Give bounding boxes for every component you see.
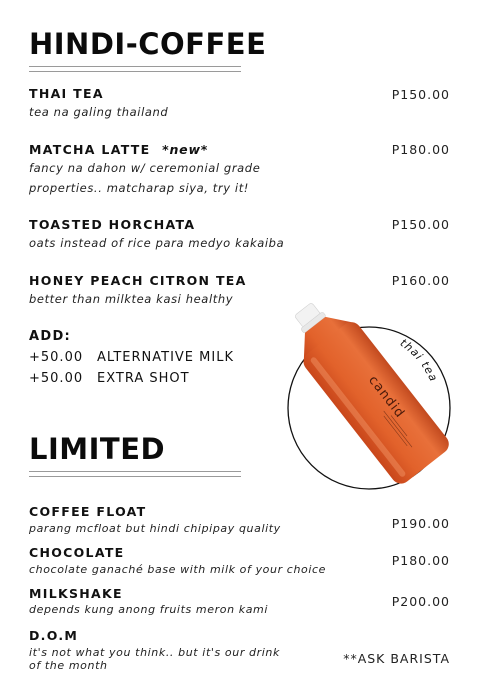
- circle-label: thai tea: [397, 336, 441, 385]
- title-divider-top: [29, 66, 241, 67]
- limited-section-title: LIMITED: [29, 432, 166, 466]
- limited-divider-top: [29, 471, 241, 472]
- item-name: D.O.M: [29, 628, 79, 643]
- add-ons: [29, 329, 234, 386]
- title-divider-bottom: [29, 71, 241, 72]
- menu-item-matcha-latte: [29, 142, 260, 198]
- item-description-line-2: properties.. matcharap siya, try it!: [29, 181, 250, 195]
- bottle-brand: candid: [365, 373, 408, 422]
- add-on-price: +50.00: [29, 371, 84, 386]
- item-price: P150.00: [391, 217, 450, 232]
- limited-divider-bottom: [29, 476, 241, 477]
- item-description-line-1: fancy na dahon w/ ceremonial grade: [29, 161, 261, 175]
- new-badge: *new*: [162, 142, 209, 157]
- item-description: better than milktea kasi healthy: [29, 292, 234, 306]
- item-name: HONEY PEACH CITRON TEA: [29, 273, 247, 288]
- item-description: tea na galing thailand: [29, 105, 169, 119]
- add-on-price: +50.00: [29, 350, 84, 365]
- item-description: parang mcfloat but hindi chipipay quality: [29, 522, 281, 535]
- limited-item-milkshake: [29, 586, 268, 616]
- item-name: MATCHA LATTE: [29, 142, 151, 157]
- add-on-item: EXTRA SHOT: [97, 371, 190, 386]
- item-name: THAI TEA: [29, 86, 104, 101]
- item-description: chocolate ganaché base with milk of your choice: [29, 563, 327, 576]
- add-on-item: ALTERNATIVE MILK: [97, 350, 234, 365]
- thai-tea-bottle-illustration: [260, 290, 494, 510]
- item-description-line-2: of the month: [29, 659, 108, 672]
- item-price: P150.00: [391, 87, 450, 102]
- item-price: P160.00: [391, 273, 450, 288]
- menu-item-toasted-horchata: [29, 217, 284, 253]
- item-price: P180.00: [391, 142, 450, 157]
- item-description: depends kung anong fruits meron kami: [29, 603, 269, 616]
- item-price: P190.00: [391, 516, 450, 531]
- limited-item-dom: [29, 628, 280, 672]
- ask-barista-note: **ASK BARISTA: [343, 651, 450, 666]
- item-name: TOASTED HORCHATA: [29, 217, 196, 232]
- bottle-body: [299, 318, 452, 488]
- item-name: MILKSHAKE: [29, 586, 123, 601]
- menu-item-honey-peach-citron-tea: [29, 273, 247, 309]
- item-price: P200.00: [391, 594, 450, 609]
- add-on-row: [29, 350, 234, 365]
- item-name: COFFEE FLOAT: [29, 504, 147, 519]
- add-on-row: [29, 371, 234, 386]
- limited-item-coffee-float: [29, 504, 281, 537]
- limited-item-chocolate: [29, 545, 326, 578]
- menu-item-thai-tea: [29, 86, 168, 122]
- item-description: oats instead of rice para medyo kakaiba: [29, 236, 285, 250]
- page-title: HINDI-COFFEE: [29, 27, 267, 61]
- add-ons-label: ADD:: [29, 329, 72, 344]
- item-description-line-1: it's not what you think.. but it's our drink: [29, 646, 280, 659]
- item-price: P180.00: [391, 553, 450, 568]
- item-name: CHOCOLATE: [29, 545, 125, 560]
- bottle: [276, 290, 453, 488]
